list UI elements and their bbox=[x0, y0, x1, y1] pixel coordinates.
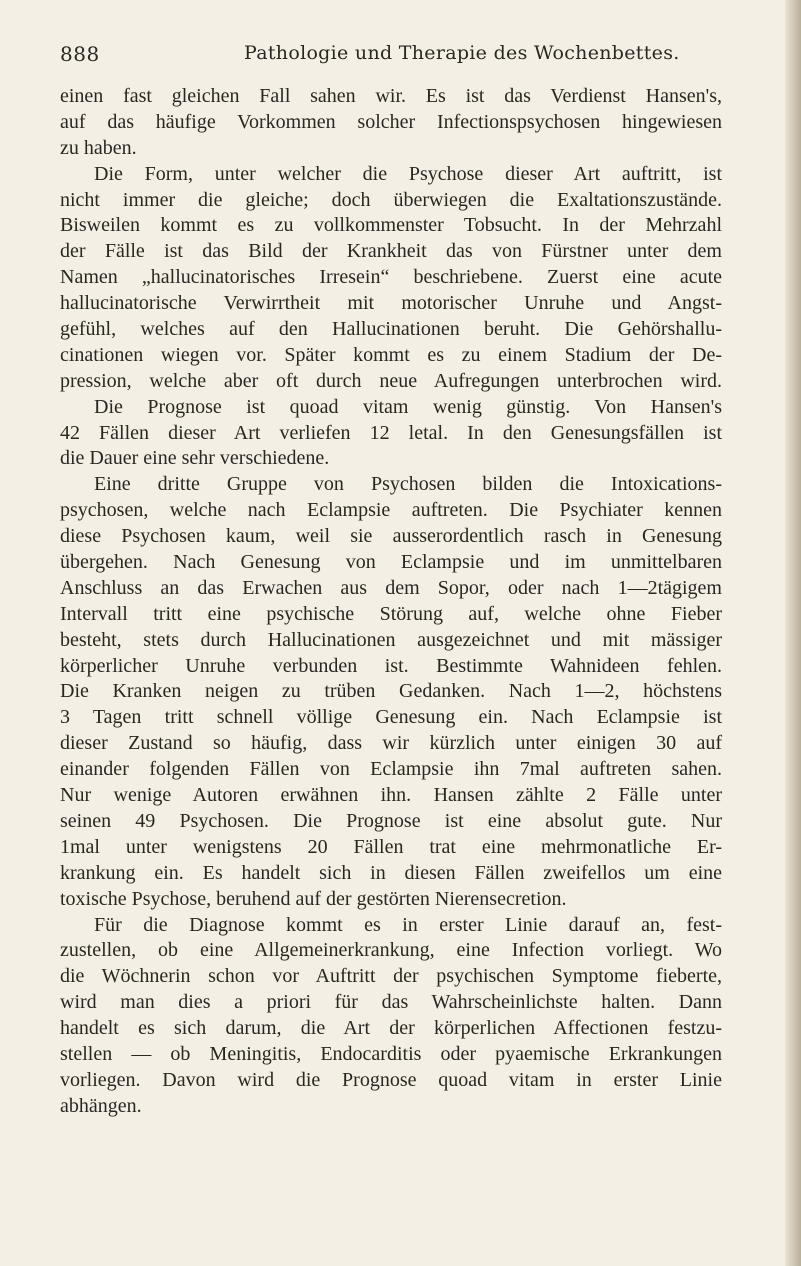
text-line: abhängen. bbox=[60, 1094, 142, 1117]
text-line: nicht immer die gleiche; doch überwiegen die Exaltationszustände. bbox=[60, 188, 722, 211]
text-line: stellen — ob Meningitis, Endocarditis oder pyaemische Erkrankungen bbox=[60, 1042, 722, 1065]
text-line: Die Kranken neigen zu trüben Gedanken. Nach 1—2, höchstens bbox=[60, 680, 722, 703]
text-line: die Wöchnerin schon vor Auftritt der psychischen Symptome fieberte, bbox=[60, 965, 722, 988]
text-line: psychosen, welche nach Eclampsie auftreten. Die Psychiater kennen bbox=[60, 499, 722, 522]
text-line: körperlicher Unruhe verbunden ist. Bestimmte Wahnideen fehlen. bbox=[60, 654, 722, 677]
text-line: 3 Tagen tritt schnell völlige Genesung ein. Nach Eclampsie ist bbox=[60, 706, 722, 729]
text-line: seinen 49 Psychosen. Die Prognose ist eine absolut gute. Nur bbox=[60, 809, 722, 832]
text-line: übergehen. Nach Genesung von Eclampsie und im unmittelbaren bbox=[60, 551, 722, 574]
text-line: Eine dritte Gruppe von Psychosen bilden die Intoxications- bbox=[94, 473, 722, 496]
text-line: krankung ein. Es handelt sich in diesen Fällen zweifellos um eine bbox=[60, 861, 722, 884]
page-number: 888 bbox=[60, 42, 100, 66]
text-line: Die Prognose ist quoad vitam wenig günstig. Von Hansen's bbox=[94, 395, 722, 418]
text-line: dieser Zustand so häufig, dass wir kürzlich unter einigen 30 auf bbox=[60, 732, 722, 755]
text-line: Bisweilen kommt es zu vollkommenster Tobsucht. In der Mehrzahl bbox=[60, 214, 722, 237]
text-line: Nur wenige Autoren erwähnen ihn. Hansen zählte 2 Fälle unter bbox=[60, 784, 722, 807]
text-line: vorliegen. Davon wird die Prognose quoad vitam in erster Linie bbox=[60, 1068, 722, 1091]
page-header bbox=[60, 42, 710, 70]
body-text bbox=[60, 84, 722, 1120]
page-edge bbox=[785, 0, 801, 1266]
text-line: Namen „hallucinatorisches Irresein“ beschriebene. Zuerst eine acute bbox=[60, 266, 722, 289]
text-line: handelt es sich darum, die Art der körperlichen Affectionen festzu- bbox=[60, 1017, 722, 1040]
text-line: wird man dies a priori für das Wahrscheinlichste halten. Dann bbox=[60, 991, 722, 1014]
running-title: Pathologie und Therapie des Wochenbettes. bbox=[244, 42, 680, 64]
text-line: gefühl, welches auf den Hallucinationen beruht. Die Gehörshallu- bbox=[60, 318, 722, 341]
text-line: hallucinatorische Verwirrtheit mit motorischer Unruhe und Angst- bbox=[60, 292, 722, 315]
text-line: einander folgenden Fällen von Eclampsie ihn 7mal auftreten sahen. bbox=[60, 758, 722, 781]
text-line: zu haben. bbox=[60, 136, 137, 159]
text-line: 1mal unter wenigstens 20 Fällen trat eine mehrmonatliche Er- bbox=[60, 835, 722, 858]
text-line: auf das häufige Vorkommen solcher Infectionspsychosen hingewiesen bbox=[60, 110, 722, 133]
text-line: besteht, stets durch Hallucinationen ausgezeichnet und mit mässiger bbox=[60, 628, 722, 651]
text-line: Anschluss an das Erwachen aus dem Sopor, oder nach 1—2tägigem bbox=[60, 576, 722, 599]
text-line: pression, welche aber oft durch neue Aufregungen unterbrochen wird. bbox=[60, 369, 722, 392]
text-line: cinationen wiegen vor. Später kommt es zu einem Stadium der De- bbox=[60, 343, 722, 366]
text-line: Intervall tritt eine psychische Störung auf, welche ohne Fieber bbox=[60, 602, 722, 625]
text-line: der Fälle ist das Bild der Krankheit das von Fürstner unter dem bbox=[60, 240, 722, 263]
text-line: zustellen, ob eine Allgemeinerkrankung, eine Infection vorliegt. Wo bbox=[60, 939, 722, 962]
text-line: 42 Fällen dieser Art verliefen 12 letal. In den Genesungsfällen ist bbox=[60, 421, 722, 444]
text-line: toxische Psychose, beruhend auf der gestörten Nierensecretion. bbox=[60, 887, 567, 910]
text-line: Die Form, unter welcher die Psychose dieser Art auftritt, ist bbox=[94, 162, 722, 185]
text-line: Für die Diagnose kommt es in erster Linie darauf an, fest- bbox=[94, 913, 722, 936]
text-line: einen fast gleichen Fall sahen wir. Es ist das Verdienst Hansen's, bbox=[60, 85, 722, 107]
text-line: diese Psychosen kaum, weil sie ausserordentlich rasch in Genesung bbox=[60, 525, 722, 548]
text-line: die Dauer eine sehr verschiedene. bbox=[60, 447, 330, 470]
